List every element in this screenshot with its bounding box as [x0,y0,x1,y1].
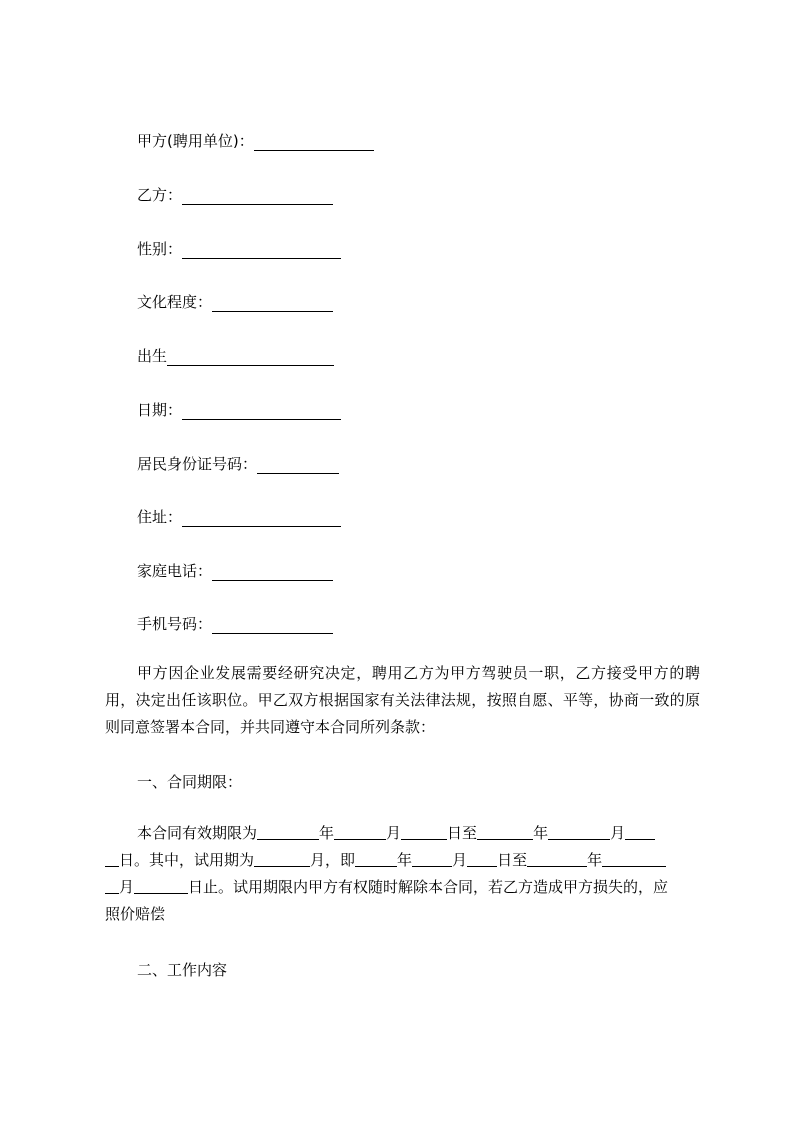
field-address-blank[interactable] [182,511,341,527]
month-text: 月 [452,851,468,869]
field-date [137,400,341,420]
term-blank[interactable] [257,824,319,840]
section-1-line-4 [105,901,700,928]
field-gender [137,239,341,259]
year-text: 年 [397,851,413,869]
field-id-number-label: 居民身份证号码： [137,455,258,473]
section-1-body [105,820,700,928]
year-text: 年 [533,824,549,842]
field-home-phone [137,561,333,581]
field-education-blank[interactable] [212,296,333,312]
term-blank[interactable] [401,824,447,840]
term-blank[interactable] [355,851,397,867]
intro-paragraph: 甲方因企业发展需要经研究决定，聘用乙方为甲方驾驶员一职，乙方接受甲方的聘用，决定出任该职位。甲乙双方根据国家有关法律法规，按照自愿、平等，协商一致的原则同意签署本合同，并共同遵守本合同所列条款： [105,664,700,736]
field-birth-blank[interactable] [167,350,334,366]
field-party-a [137,131,374,151]
field-id-number-blank[interactable] [257,458,339,474]
field-education [137,292,333,312]
day-to-text: 日至 [497,851,528,869]
section-1-heading: 一、合同期限： [137,773,243,791]
term-blank[interactable] [412,851,452,867]
term-blank[interactable] [527,851,587,867]
section-1-line-2 [105,847,700,874]
field-gender-label: 性别： [137,240,183,258]
day-to-text: 日至 [447,824,478,842]
field-address-label: 住址： [137,508,183,526]
field-home-phone-blank[interactable] [212,565,333,581]
section-1-line-1 [105,820,700,847]
probation-text: 日。其中，试用期为 [119,851,255,869]
month-text: 月 [610,824,626,842]
field-id-number [137,454,339,474]
field-education-label: 文化程度： [137,293,213,311]
field-party-b-label: 乙方： [137,186,183,204]
field-date-label: 日期： [137,401,183,419]
field-party-b [137,185,333,205]
compensation-text: 照价赔偿 [105,905,166,923]
term-blank[interactable] [548,824,610,840]
term-blank[interactable] [334,824,386,840]
term-blank[interactable] [134,878,188,894]
term-text: 本合同有效期限为 [137,824,258,842]
field-date-blank[interactable] [182,404,341,420]
term-blank[interactable] [467,851,497,867]
term-blank[interactable] [105,878,119,894]
term-blank[interactable] [602,851,666,867]
field-mobile [137,614,333,634]
section-2-heading: 二、工作内容 [137,961,228,979]
field-birth [137,346,334,366]
year-text: 年 [587,851,603,869]
term-blank[interactable] [254,851,310,867]
field-party-a-blank[interactable] [254,135,374,151]
year-text: 年 [319,824,335,842]
field-home-phone-label: 家庭电话： [137,562,213,580]
field-mobile-label: 手机号码： [137,615,213,633]
month-namely-text: 月，即 [310,851,356,869]
field-party-a-label: 甲方(聘用单位)： [137,132,254,150]
trial-clause-text: 日止。试用期限内甲方有权随时解除本合同，若乙方造成甲方损失的，应 [188,878,669,896]
field-party-b-blank[interactable] [182,189,333,205]
field-gender-blank[interactable] [182,243,341,259]
term-blank[interactable] [105,851,119,867]
field-address [137,507,341,527]
term-blank[interactable] [625,824,655,840]
month-text: 月 [119,878,135,896]
month-text: 月 [386,824,402,842]
term-blank[interactable] [477,824,533,840]
section-1-line-3 [105,874,700,901]
field-mobile-blank[interactable] [212,618,333,634]
field-birth-label: 出生 [137,347,168,365]
